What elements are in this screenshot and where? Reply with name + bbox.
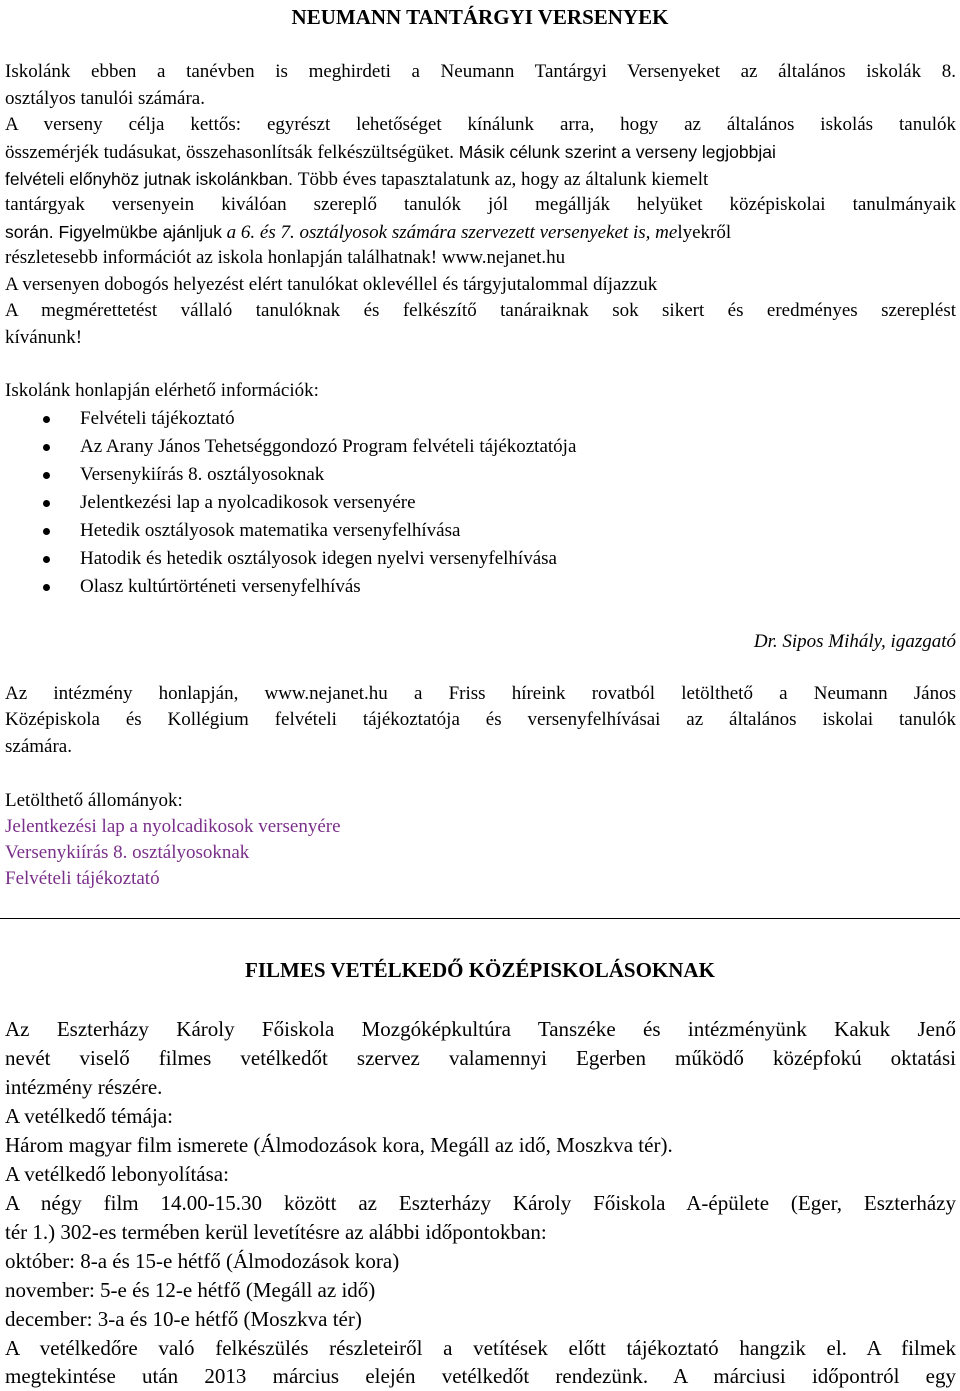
bullet-dot [43, 444, 50, 451]
bullet-dot [43, 584, 50, 591]
list-item: Versenykiírás 8. osztályosoknak [80, 464, 325, 485]
text-line: A versenyen dobogós helyezést elért tanulókat oklevéllel és tárgyjutalommal díjazzuk [5, 274, 658, 295]
text-line: megtekintése után 2013 március elején vetélkedőt rendezünk. A márciusi időpontról egy [5, 1364, 956, 1388]
text-line: október: 8-a és 15-e hétfő (Álmodozások kora) [5, 1249, 400, 1273]
text-line: Az intézmény honlapján, www.nejanet.hu a Friss híreink rovatból letölthető a Neumann János [5, 683, 956, 704]
text-line: során. Figyelmükbe ajánljuk a 6. és 7. osztályosok számára szervezett versenyeket is, melyekről [5, 222, 732, 243]
signature: Dr. Sipos Mihály, igazgató [753, 631, 956, 652]
bullet-dot [43, 416, 50, 423]
text-line: Iskolánk ebben a tanévben is meghirdeti a Neumann Tantárgyi Versenyeket az általános iskolák 8. [5, 61, 956, 82]
text-line: december: 3-a és 10-e hétfő (Moszkva tér) [5, 1307, 362, 1331]
text-line: A megmérettetést vállaló tanulóknak és felkészítő tanáraiknak sok sikert és eredményes szereplést [5, 300, 956, 321]
text-line: A négy film 14.00-15.30 között az Eszterházy Károly Főiskola A-épülete (Eger, Eszterházy [5, 1191, 956, 1215]
list-item: Olasz kultúrtörténeti versenyfelhívás [80, 576, 361, 597]
text-line: intézmény részére. [5, 1075, 163, 1099]
download-link[interactable]: Felvételi tájékoztató [5, 868, 160, 889]
text-line: részletesebb információt az iskola honlapján találhatnak! www.nejanet.hu [5, 247, 566, 268]
section-divider [0, 918, 960, 919]
list-item: Hatodik és hetedik osztályosok idegen nyelvi versenyfelhívása [80, 548, 557, 569]
section1-title: NEUMANN TANTÁRGYI VERSENYEK [291, 5, 669, 29]
list-item: Jelentkezési lap a nyolcadikosok versenyére [80, 492, 416, 513]
download-link[interactable]: Jelentkezési lap a nyolcadikosok versenyére [5, 816, 341, 837]
text-line: tantárgyak versenyein kiválóan szereplő tanulók jól megállják helyüket középiskolai tanulmányaik [5, 194, 956, 215]
text-line: Középiskola és Kollégium felvételi tájékoztatója és versenyfelhívásai az általános iskolai tanulók [5, 709, 956, 730]
bullet-dot [43, 528, 50, 535]
info-heading: Iskolánk honlapján elérhető információk: [5, 380, 319, 401]
bullet-dot [43, 472, 50, 479]
downloads-heading: Letölthető állományok: [5, 790, 183, 811]
text-line: november: 5-e és 12-e hétfő (Megáll az idő) [5, 1278, 376, 1302]
list-item: Az Arany János Tehetséggondozó Program felvételi tájékoztatója [80, 436, 577, 457]
text-line: felvételi előnyhöz jutnak iskolánkban. Több éves tapasztalatunk az, hogy az általunk kiemelt [5, 169, 709, 190]
section2-title: FILMES VETÉLKEDŐ KÖZÉPISKOLÁSOKNAK [245, 958, 715, 982]
text-line: osztályos tanulói számára. [5, 88, 205, 109]
bullet-dot [43, 556, 50, 563]
text-line: A vetélkedő lebonyolítása: [5, 1162, 229, 1186]
text-line: összemérjék tudásukat, összehasonlítsák felkészültségüket. Másik célunk szerint a verseny legjobbjai [5, 142, 776, 163]
text-line: A verseny célja kettős: egyrészt lehetőséget kínálunk arra, hogy az általános iskolás tanulók [5, 114, 956, 135]
bullet-dot [43, 500, 50, 507]
download-link[interactable]: Versenykiírás 8. osztályosoknak [5, 842, 250, 863]
list-item: Hetedik osztályosok matematika versenyfelhívása [80, 520, 461, 541]
text-line: Három magyar film ismerete (Álmodozások kora, Megáll az idő, Moszkva tér). [5, 1133, 673, 1157]
text-line: számára. [5, 736, 72, 757]
list-item: Felvételi tájékoztató [80, 408, 235, 429]
text-line: tér 1.) 302-es termében kerül levetítésre az alábbi időpontokban: [5, 1220, 547, 1244]
text-line: Az Eszterházy Károly Főiskola Mozgóképkultúra Tanszéke és intézményünk Kakuk Jenő [5, 1017, 956, 1041]
text-line: nevét viselő filmes vetélkedőt szervez valamennyi Egerben működő középfokú oktatási [5, 1046, 956, 1070]
text-line: kívánunk! [5, 327, 83, 348]
text-line: A vetélkedőre való felkészülés részleteiről a vetítések előtt tájékoztató hangzik el. A filmek [5, 1336, 956, 1360]
text-line: A vetélkedő témája: [5, 1104, 173, 1128]
